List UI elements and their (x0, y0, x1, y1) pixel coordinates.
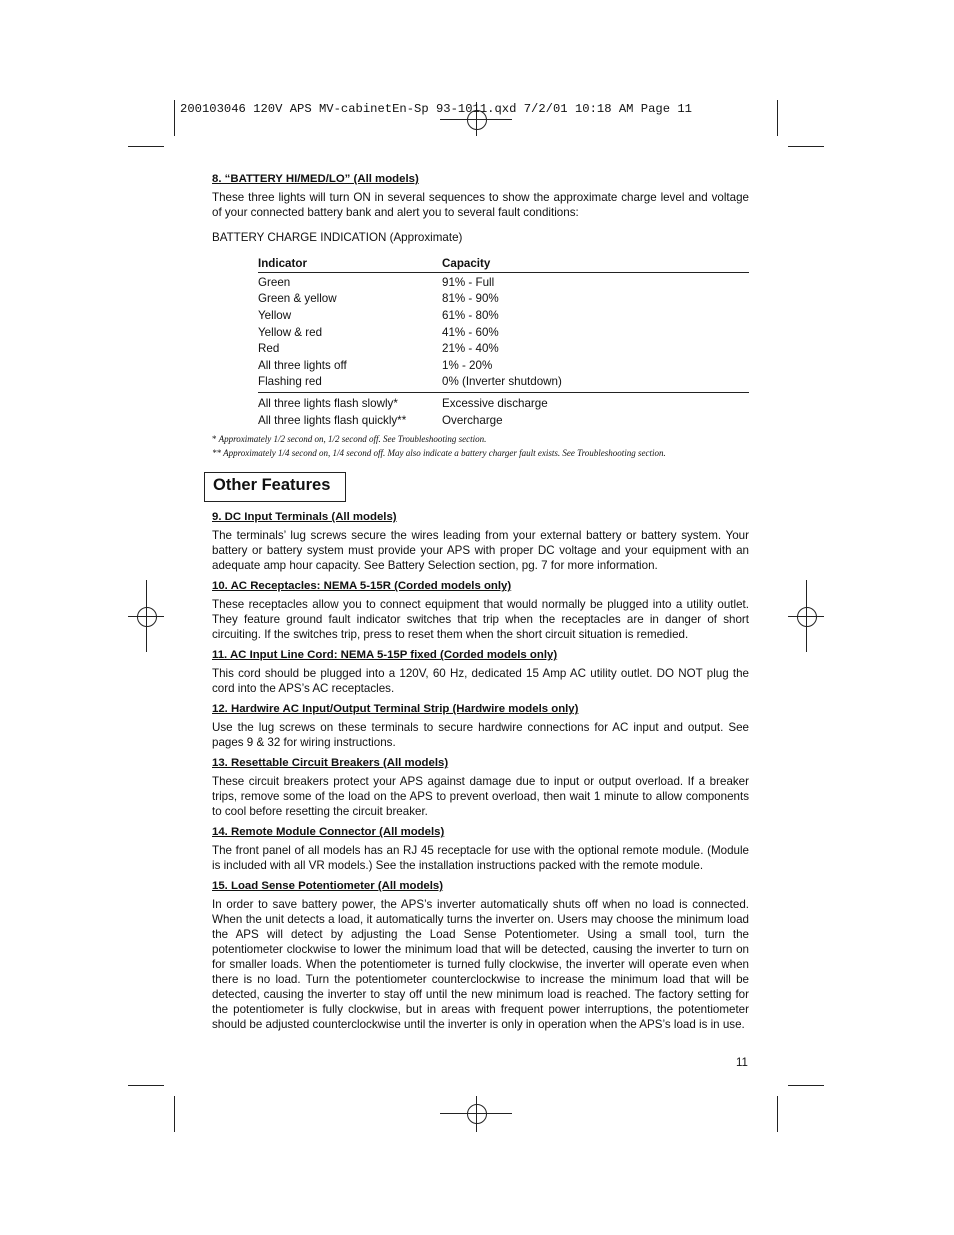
indicator-cell: Red (258, 342, 280, 356)
section-heading: 9. DC Input Terminals (All models) (212, 511, 397, 524)
capacity-cell: 1% - 20% (442, 358, 493, 372)
fault-rows (258, 392, 749, 428)
feature-section (212, 756, 749, 819)
section-body: Use the lug screws on these terminals to secure hardwire connections for AC input and output. See pages 9 & 32 for wiring instructions. (212, 721, 749, 750)
indicator-cell: Flashing red (258, 375, 322, 389)
table-row (258, 395, 749, 412)
table-row (258, 324, 749, 341)
feature-section (212, 579, 749, 642)
indicator-cell: All three lights flash quickly** (258, 413, 407, 427)
footnote-slow: * Approximately 1/2 second on, 1/2 second off. See Troubleshooting section. (212, 434, 487, 445)
table-row (258, 340, 749, 357)
capacity-cell: 41% - 60% (442, 325, 499, 339)
section-heading: 11. AC Input Line Cord: NEMA 5-15P fixed (Corded models only) (212, 649, 558, 662)
page-number: 11 (736, 1057, 748, 1069)
other-features-heading: Other Features (204, 472, 346, 502)
column-header-indicator: Indicator (258, 257, 307, 270)
section-body: The front panel of all models has an RJ 45 receptacle for use with the optional remote module. (Module is included with all VR models.) See the installation instructions packed with the remote module. (212, 844, 749, 873)
capacity-cell: Excessive discharge (442, 396, 548, 410)
table-row (258, 307, 749, 324)
battery-charge-table (258, 255, 749, 428)
indicator-cell: Green & yellow (258, 292, 337, 306)
section-heading: 15. Load Sense Potentiometer (All models) (212, 880, 444, 893)
capacity-cell: 21% - 40% (442, 342, 499, 356)
section-body: This cord should be plugged into a 120V, 60 Hz, dedicated 15 Amp AC utility outlet. DO NOT plug the cord into the APS’s AC receptacles. (212, 667, 749, 696)
capacity-cell: Overcharge (442, 413, 503, 427)
section-body: These receptacles allow you to connect equipment that would normally be plugged into a utility outlet. They feature ground fault indicator switches that trip when the receptacles are in danger of short circuiting. If the switches trip, press to reset them when the short circuit situation is remedied. (212, 598, 749, 642)
section-body: The terminals’ lug screws secure the wires leading from your external battery or battery system. Your battery or battery system must provide your APS with proper DC voltage and your equipment with an adequate amp hour capacity. See Battery Selection section, pg. 7 for more information. (212, 529, 749, 573)
section-heading: 14. Remote Module Connector (All models) (212, 826, 445, 839)
battery-intro: These three lights will turn ON in several sequences to show the approximate charge level and voltage of your connected battery bank and alert you to several fault conditions: (212, 191, 749, 219)
column-header-capacity: Capacity (442, 257, 491, 270)
feature-section (212, 510, 749, 573)
section-body: These circuit breakers protect your APS against damage due to input or output overload. If a breaker trips, remove some of the load on the APS to prevent overload, then wait 1 minute to allow components to cool before resetting the circuit breaker. (212, 775, 749, 819)
table-row (258, 357, 749, 374)
section-heading: 10. AC Receptacles: NEMA 5-15R (Corded models only) (212, 580, 512, 593)
page-content (212, 172, 749, 1032)
battery-heading: 8. “BATTERY HI/MED/LO” (All models) (212, 173, 419, 185)
indicator-cell: Yellow (258, 308, 292, 322)
feature-section (212, 879, 749, 1032)
capacity-cell: 91% - Full (442, 275, 495, 289)
table-row (258, 412, 749, 429)
footnote-quick: ** Approximately 1/4 second on, 1/4 second off. May also indicate a battery charger fault exists. See Troubleshooting section. (212, 448, 666, 459)
battery-section (212, 172, 749, 460)
capacity-cell: 61% - 80% (442, 308, 499, 322)
feature-section (212, 648, 749, 696)
indicator-cell: Green (258, 275, 291, 289)
table-header (258, 255, 749, 273)
indicator-cell: All three lights off (258, 358, 347, 372)
battery-table-title: BATTERY CHARGE INDICATION (Approximate) (212, 231, 463, 244)
table-row (258, 291, 749, 308)
print-slug-line: 200103046 120V APS MV-cabinetEn-Sp 93-1011.qxd 7/2/01 10:18 AM Page 11 (180, 102, 692, 116)
capacity-cell: 0% (Inverter shutdown) (442, 375, 562, 389)
section-heading: 12. Hardwire AC Input/Output Terminal Strip (Hardwire models only) (212, 703, 579, 716)
indicator-cell: All three lights flash slowly* (258, 396, 398, 410)
capacity-cell: 81% - 90% (442, 292, 499, 306)
section-heading: 13. Resettable Circuit Breakers (All models) (212, 757, 449, 770)
table-row (258, 374, 749, 391)
feature-section (212, 702, 749, 750)
table-row (258, 274, 749, 291)
feature-section (212, 825, 749, 873)
indicator-cell: Yellow & red (258, 325, 323, 339)
section-body: In order to save battery power, the APS’s inverter automatically shuts off when no load is connected. When the unit detects a load, it automatically turns the inverter on. Users may choose the minimum load the APS will detect by adjusting the Load Sense Potentiometer. Using a small tool, turn the potentiometer clockwise to lower the minimum load that will be detected, causing the inverter to turn on for smaller loads. When the potentiometer is turned fully clockwise, the inverter will operate even when there is no load. Turn the potentiometer counterclockwise to increase the minimum load that will be detected, causing the inverter to stay off until the new minimum load is reached. The factory setting for the potentiometer is fully clockwise, but in areas with frequent power interruptions, the potentiometer should be adjusted counterclockwise until the inverter is only in operation when the APS’s load is in use. (212, 898, 749, 1032)
